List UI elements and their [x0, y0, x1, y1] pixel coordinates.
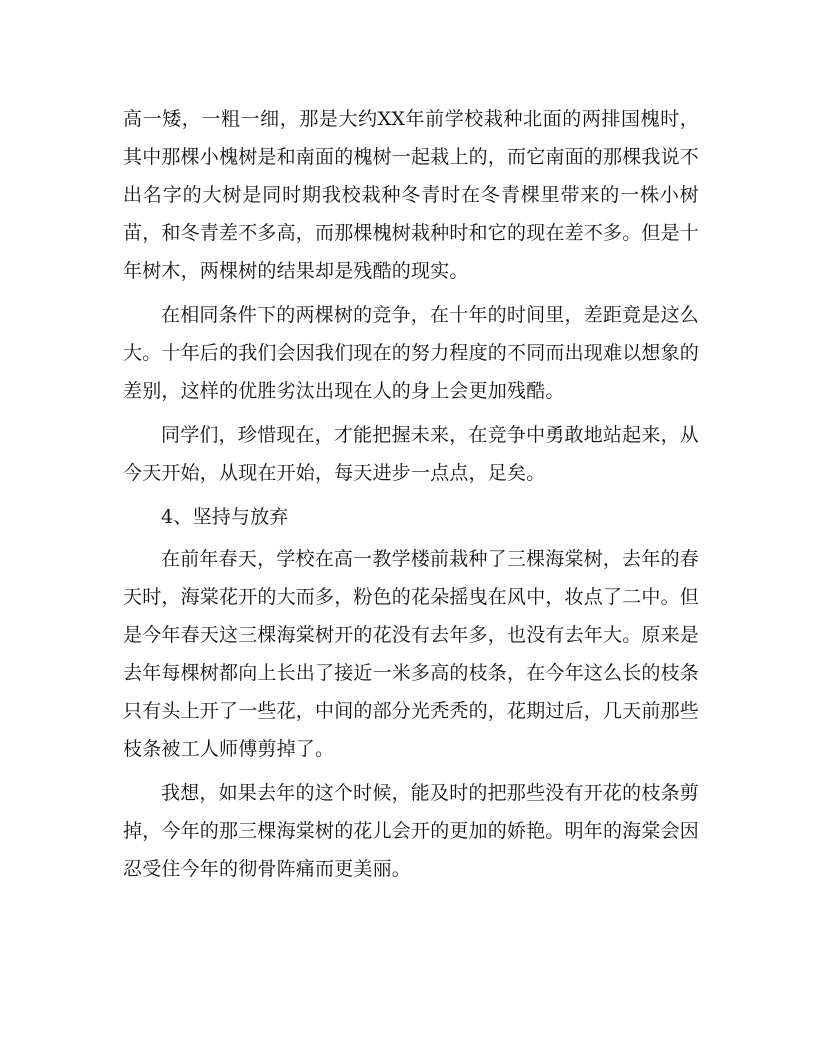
- paragraph-encouragement: 同学们，珍惜现在，才能把握未来，在竞争中勇敢地站起来，从今天开始，从现在开始，每天进步一点点，足矣。: [123, 424, 699, 484]
- paragraph-reflection: 我想，如果去年的这个时候，能及时的把那些没有开花的枝条剪掉，今年的那三棵海棠树的花儿会开的更加的娇艳。明年的海棠会因忍受住今年的彻骨阵痛而更美丽。: [123, 782, 700, 880]
- paragraph-begonia: 在前年春天，学校在高一教学楼前栽种了三棵海棠树，去年的春天时，海棠花开的大而多，粉色的花朵摇曳在风中，妆点了二中。但是今年春天这三棵海棠树开的花没有去年多，也没有去年大。原来是去年每棵树都向上长出了接近一米多高的枝条，在今年这么长的枝条只有头上开了一些花，中间的部分光秃秃的，花期过后，几天前那些枝条被工人师傅剪掉了。: [123, 548, 700, 760]
- document-body: [123, 100, 699, 894]
- paragraph-competition: 在相同条件下的两棵树的竞争，在十年的时间里，差距竟是这么大。十年后的我们会因我们现在的努力程度的不同而出现难以想象的差别，这样的优胜劣汰出现在人的身上会更加残酷。: [123, 304, 700, 402]
- section-heading: 4、坚持与放弃: [161, 506, 289, 528]
- paragraph-continuation: 高一矮，一粗一细，那是大约XX年前学校栽种北面的两排国槐时，其中那棵小槐树是和南面的槐树一起栽上的，而它南面的那棵我说不出名字的大树是同时期我校栽种冬青时在冬青棵里带来的一株小树苗，和冬青差不多高，而那棵槐树栽种时和它的现在差不多。但是十年树木，两棵树的结果却是残酷的现实。: [123, 108, 700, 282]
